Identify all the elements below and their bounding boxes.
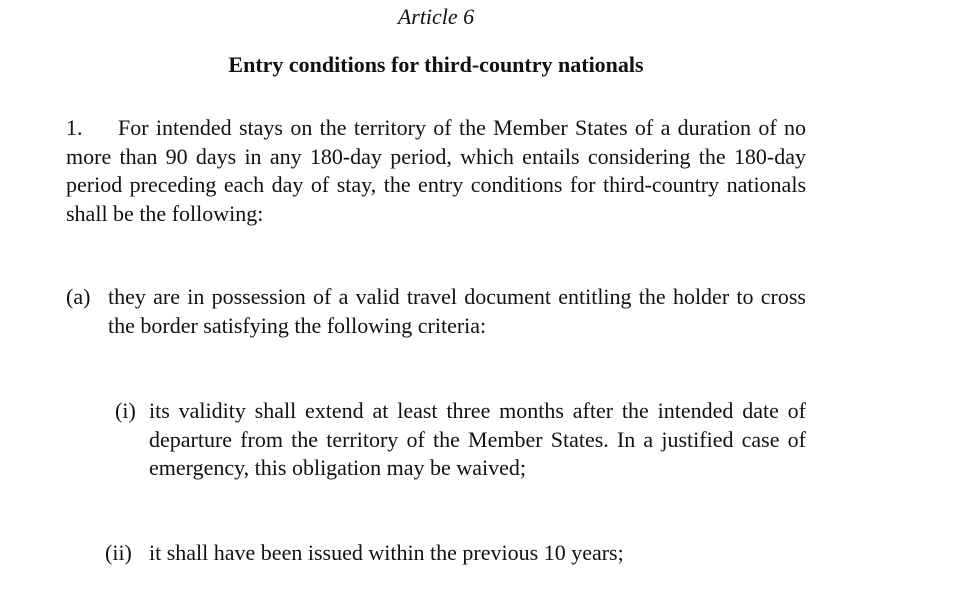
article-title: Entry conditions for third-country nationals xyxy=(228,52,644,77)
paragraph-text: For intended stays on the territory of the Member States of a duration of no more than 90 days in any 180-day period, which entails considering the 180-day period preceding each day of stay, the entry conditions for third-country nationals shall be the following: xyxy=(66,115,806,226)
paragraph-number: 1. xyxy=(66,115,83,140)
point-i-text: its validity shall extend at least three months after the intended date of departure from the territory of the Member States. In a justified case of emergency, this obligation may be waived; xyxy=(149,398,806,480)
point-ii-label: (ii) xyxy=(105,540,132,565)
point-ii-text: it shall have been issued within the previous 10 years; xyxy=(149,540,624,565)
point-a xyxy=(66,283,806,340)
point-i xyxy=(115,397,806,483)
paragraph-1 xyxy=(66,114,806,228)
point-i-label: (i) xyxy=(115,398,136,423)
point-ii xyxy=(105,539,806,568)
point-a-label: (a) xyxy=(66,284,91,309)
article-number: Article 6 xyxy=(397,4,475,29)
point-a-text: they are in possession of a valid travel document entitling the holder to cross the border satisfying the following criteria: xyxy=(108,284,806,338)
